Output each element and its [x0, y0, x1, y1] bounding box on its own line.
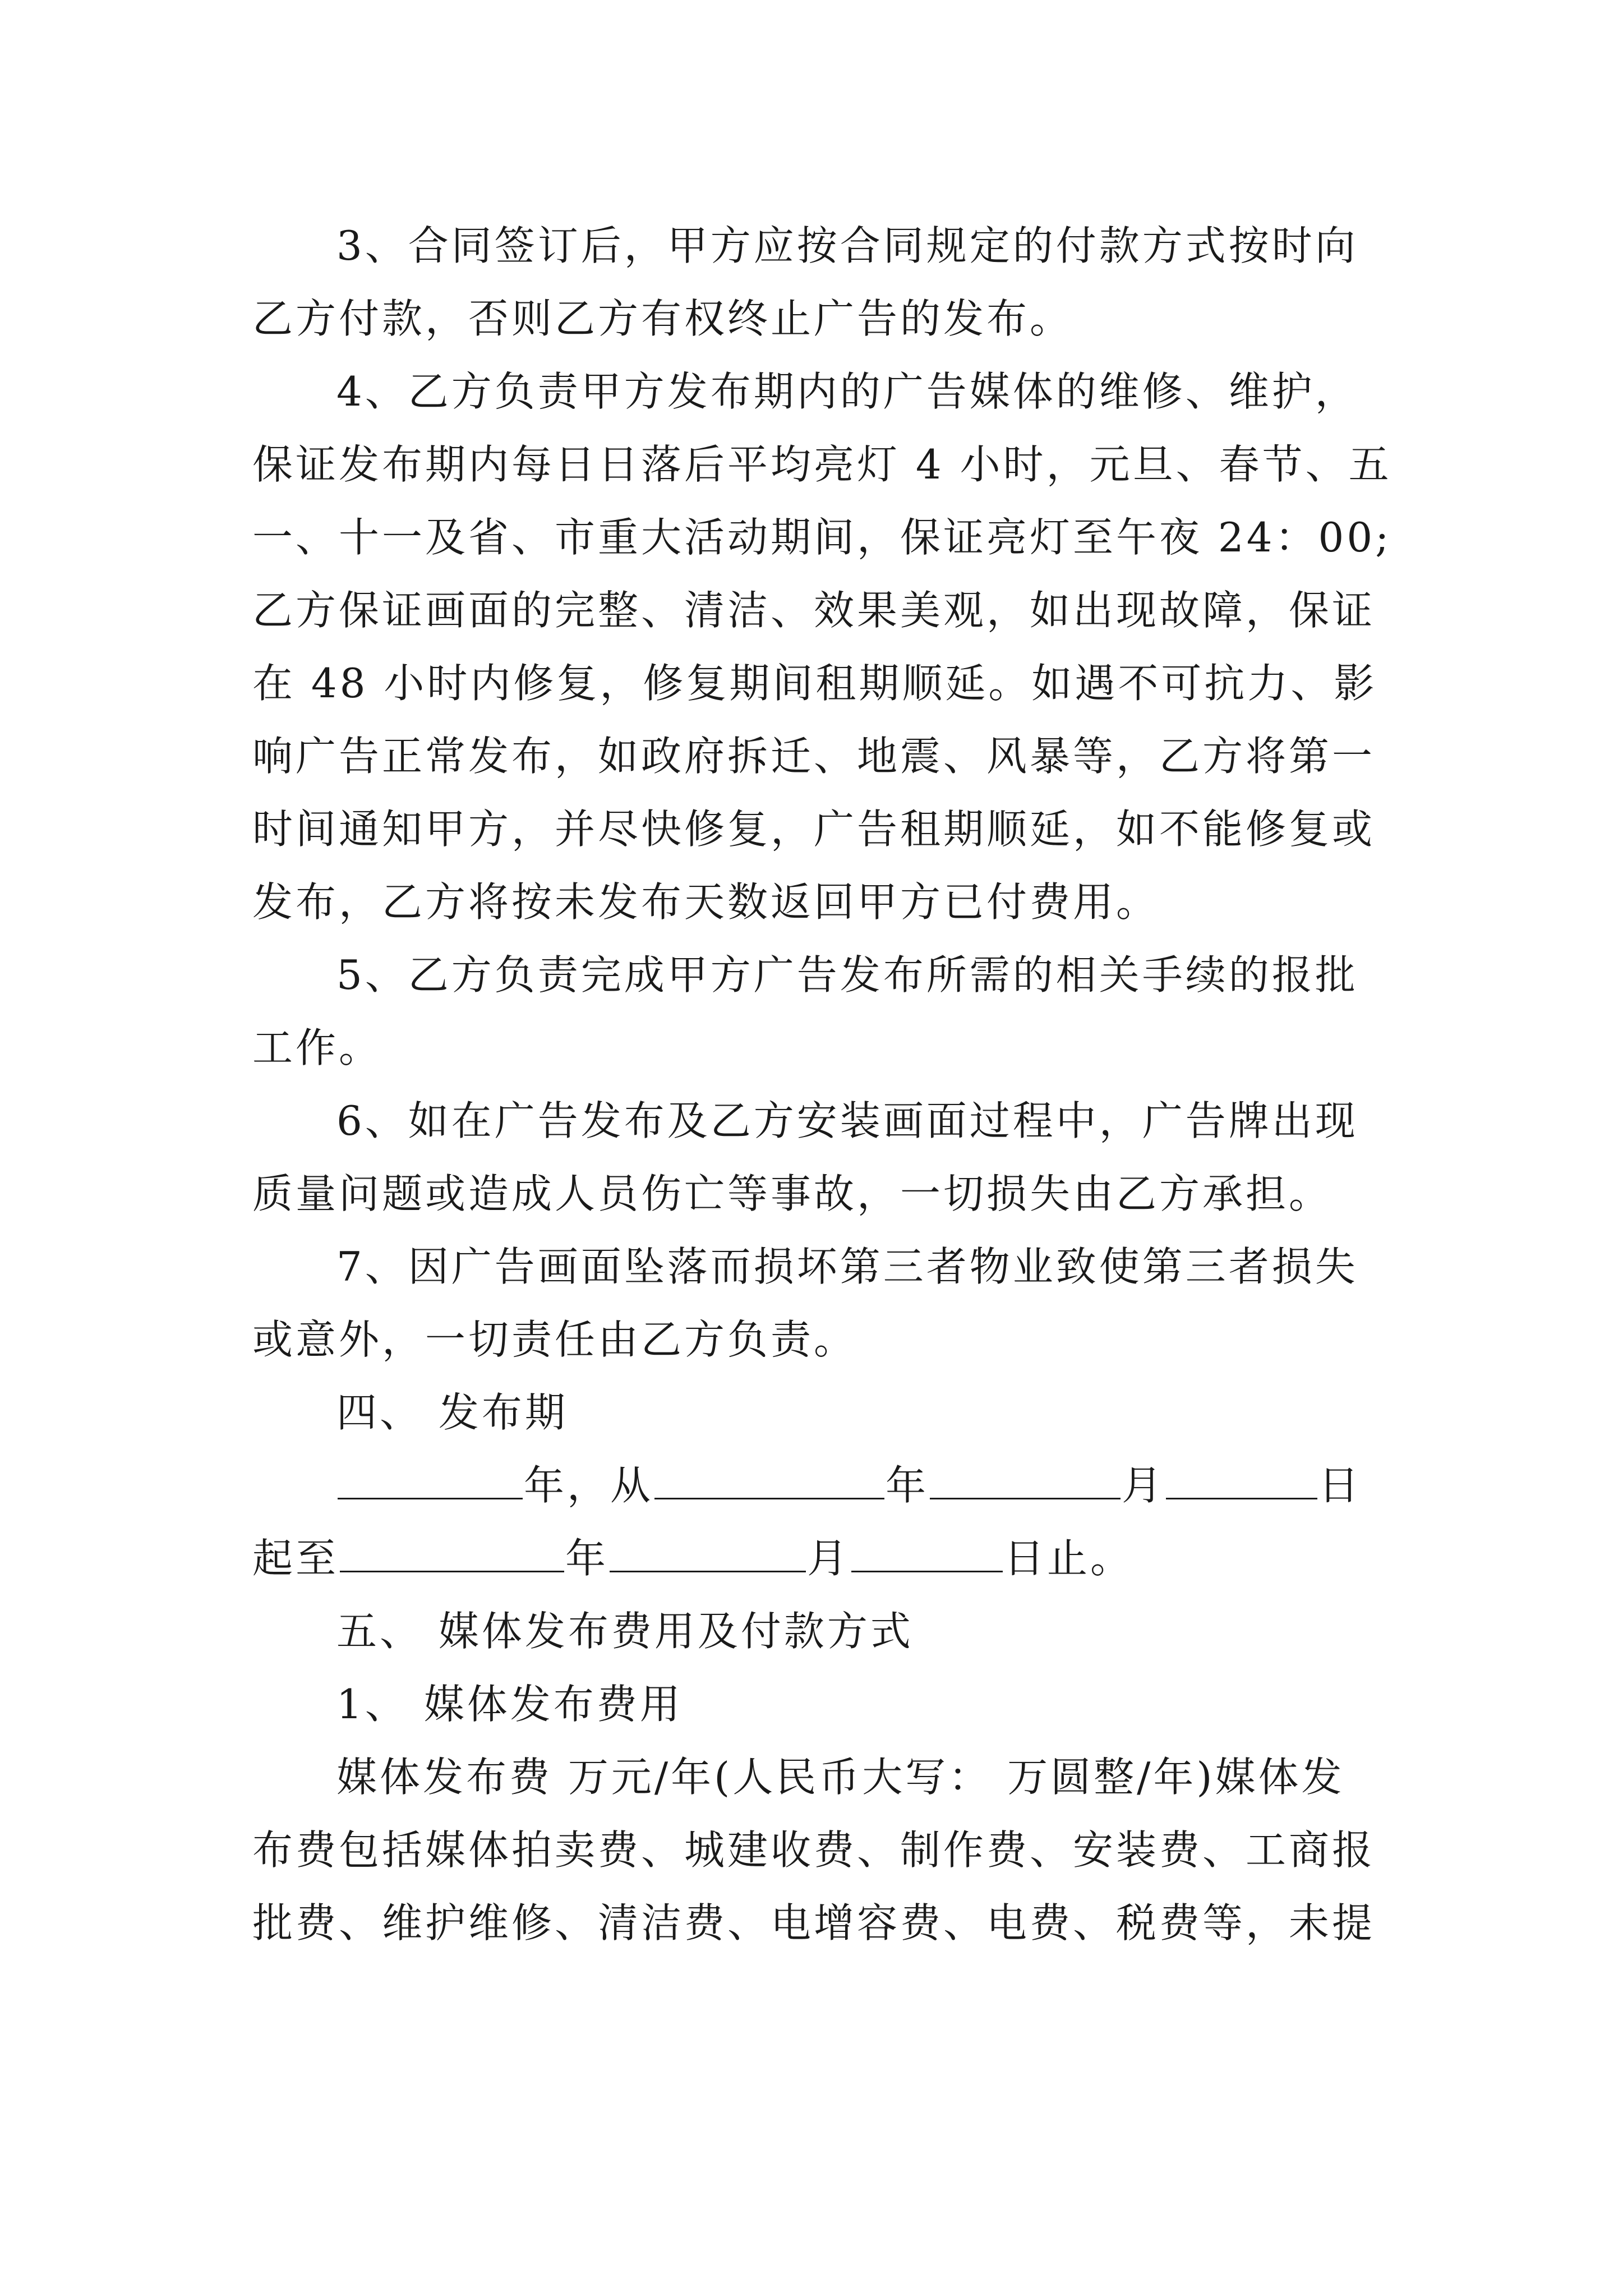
- paragraph-4-line-7: 时间通知甲方，并尽快修复，广告租期顺延，如不能修复或: [252, 806, 1376, 853]
- paragraph-4-line-5: 在 48 小时内修复，修复期间租期顺延。如遇不可抗力、影: [252, 660, 1377, 707]
- fee-paragraph-line-2: 布费包括媒体拍卖费、城建收费、制作费、安装费、工商报: [252, 1826, 1376, 1874]
- subsection-1-heading: 1、 媒体发布费用: [336, 1681, 683, 1728]
- paragraph-4-line-4: 乙方保证画面的完整、清洁、效果美观，如出现故障，保证: [252, 587, 1376, 634]
- period-text: 年: [886, 1462, 929, 1509]
- paragraph-6-line-2: 质量问题或造成人员伤亡等事故，一切损失由乙方承担。: [252, 1170, 1332, 1217]
- period-text: 日: [1318, 1462, 1362, 1509]
- paragraph-5-line-1: 5、乙方负责完成甲方广告发布所需的相关手续的报批: [336, 951, 1358, 999]
- paragraph-4-line-3: 一、十一及省、市重大活动期间，保证亮灯至午夜 24：00;: [252, 514, 1392, 561]
- paragraph-4-line-8: 发布，乙方将按未发布天数返回甲方已付费用。: [252, 878, 1160, 926]
- period-text: 月: [1122, 1462, 1165, 1509]
- section-5-heading: 五、 媒体发布费用及付款方式: [336, 1608, 914, 1655]
- blank-field: [338, 1458, 523, 1499]
- paragraph-4-line-2: 保证发布期内每日日落后平均亮灯 4 小时，元旦、春节、五: [252, 441, 1392, 488]
- paragraph-5-line-2: 工作。: [252, 1024, 382, 1071]
- blank-field: [930, 1458, 1121, 1499]
- period-line-1: [336, 1458, 1385, 1512]
- blank-field: [610, 1531, 806, 1572]
- paragraph-4-line-1: 4、乙方负责甲方发布期内的广告媒体的维修、维护，: [336, 368, 1358, 415]
- blank-field: [851, 1531, 1003, 1572]
- fee-paragraph-line-1: 媒体发布费 万元/年(人民币大写： 万圆整/年)媒体发: [336, 1754, 1345, 1801]
- paragraph-7-line-2: 或意外，一切责任由乙方负责。: [252, 1316, 857, 1363]
- blank-field: [1166, 1458, 1317, 1499]
- paragraph-7-line-1: 7、因广告画面坠落而损坏第三者物业致使第三者损失: [336, 1243, 1358, 1290]
- fee-paragraph-line-3: 批费、维护维修、清洁费、电增容费、电费、税费等，未提: [252, 1899, 1376, 1947]
- period-line-2: [252, 1531, 1385, 1585]
- period-text: 起至: [252, 1535, 339, 1582]
- paragraph-6-line-1: 6、如在广告发布及乙方安装画面过程中，广告牌出现: [336, 1097, 1358, 1144]
- paragraph-3-line-1: 3、合同签订后，甲方应按合同规定的付款方式按时向: [336, 222, 1358, 269]
- period-text: 月: [807, 1535, 851, 1582]
- period-text: 年: [565, 1535, 609, 1582]
- paragraph-4-line-6: 响广告正常发布，如政府拆迁、地震、风暴等，乙方将第一: [252, 733, 1376, 780]
- paragraph-3-line-2: 乙方付款，否则乙方有权终止广告的发布。: [252, 295, 1073, 342]
- blank-field: [340, 1531, 564, 1572]
- section-4-heading: 四、 发布期: [336, 1389, 568, 1436]
- blank-field: [654, 1458, 884, 1499]
- period-text: 年，从: [524, 1462, 654, 1509]
- period-text: 日止。: [1004, 1535, 1134, 1582]
